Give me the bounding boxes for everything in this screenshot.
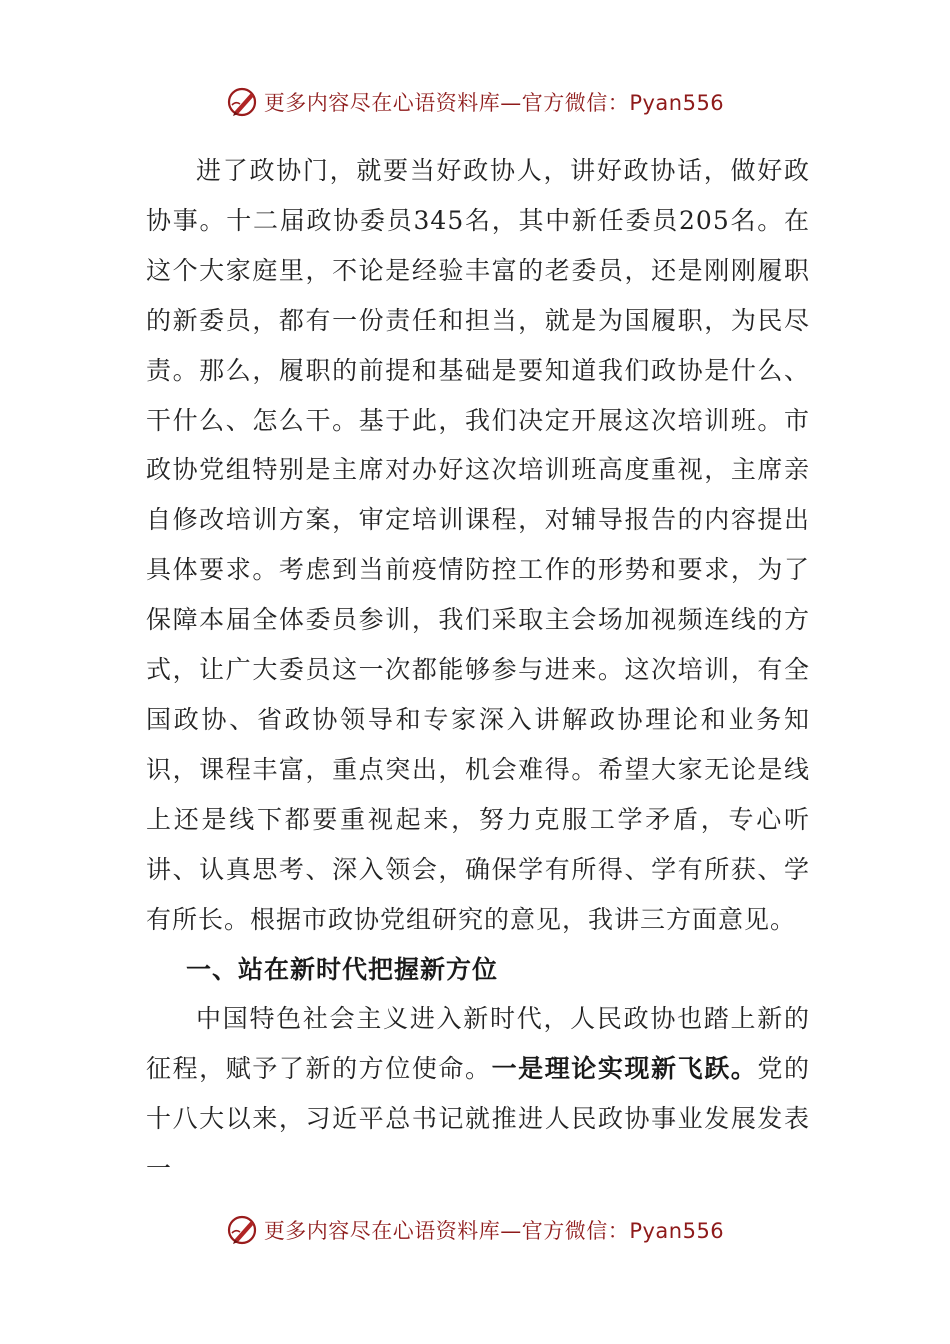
watermark-wechat-id: Pyan556 xyxy=(629,1219,725,1243)
section-heading: 一、站在新时代把握新方位 xyxy=(186,954,499,984)
watermark-banner-bottom xyxy=(0,1210,950,1250)
document-body xyxy=(146,146,810,1194)
pen-logo-icon xyxy=(226,1213,260,1247)
paragraph-text: 中国特色社会主义进入新时代，人民政协也踏上新的征程，赋予了新的方位使命。 xyxy=(146,1004,810,1084)
watermark-label: 更多内容尽在心语资料库—官方微信： xyxy=(263,1219,630,1243)
watermark-wechat-id: Pyan556 xyxy=(629,91,725,115)
watermark-text xyxy=(264,1215,724,1245)
bold-point: 一是理论实现新飞跃。 xyxy=(491,1054,758,1084)
watermark-banner-top xyxy=(0,82,950,122)
paragraph-text: 党的十八大以来，习近平总书记就推进人民政协事业发展发表一 xyxy=(146,1054,810,1184)
paragraph xyxy=(146,994,810,1194)
watermark-label: 更多内容尽在心语资料库—官方微信： xyxy=(263,91,630,115)
paragraph: 进了政协门，就要当好政协人，讲好政协话，做好政协事。十二届政协委员345名，其中新任委员205名。在这个大家庭里，不论是经验丰富的老委员，还是刚刚履职的新委员，都有一份责任和担当，就是为国履职，为民尽责。那么，履职的前提和基础是要知道我们政协是什么、干什么、怎么干。基于此，我们决定开展这次培训班。市政协党组特别是主席对办好这次培训班高度重视，主席亲自修改培训方案，审定培训课程，对辅导报告的内容提出具体要求。考虑到当前疫情防控工作的形势和要求，为了保障本届全体委员参训，我们采取主会场加视频连线的方式，让广大委员这一次都能够参与进来。这次培训，有全国政协、省政协领导和专家深入讲解政协理论和业务知识，课程丰富，重点突出，机会难得。希望大家无论是线上还是线下都要重视起来，努力克服工学矛盾，专心听讲、认真思考、深入领会，确保学有所得、学有所获、学有所长。根据市政协党组研究的意见，我讲三方面意见。 xyxy=(146,156,810,934)
pen-logo-icon xyxy=(226,85,260,119)
watermark-text xyxy=(264,87,724,117)
